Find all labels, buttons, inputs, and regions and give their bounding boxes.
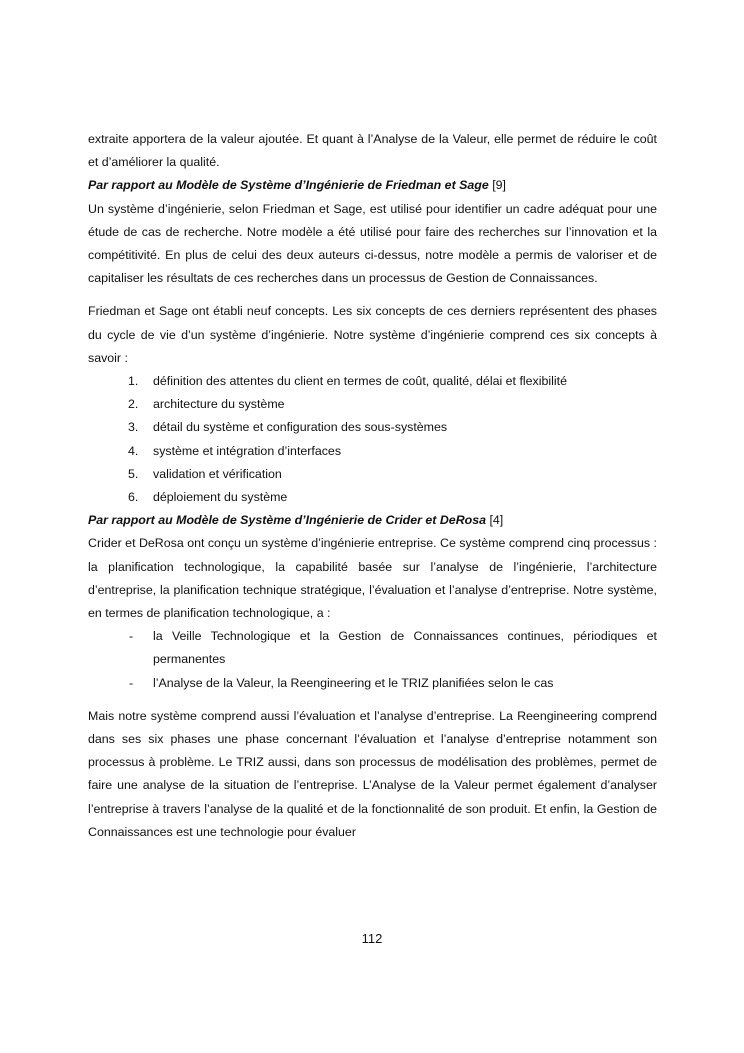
list-item [88,393,657,416]
intro-paragraph: extraite apportera de la valeur ajoutée. Et quant à l’Analyse de la Valeur, elle permet de réduire le coût et d’améliorer la qualité. [88,132,657,170]
list-item [88,416,657,439]
list-item-number: 1. [128,374,139,389]
list-item [88,463,657,486]
paragraph-crider-1: Crider et DeRosa ont conçu un système d’ingénierie entreprise. Ce système comprend cinq processus : la planification technologique, la capabilité basée sur l’analyse de l’ingénierie, l’architecture d’entreprise, la planification technique stratégique, l’évaluation et l’analyse d’entreprise. Notre système, en termes de planification technologique, a : [88,536,657,621]
paragraph-crider-2: Mais notre système comprend aussi l’évaluation et l’analyse d’entreprise. La Reengineering comprend dans ses six phases une phase concernant l’évaluation et l’analyse d’entreprise notamment son processus à problème. Le TRIZ aussi, dans son processus de modélisation des problèmes, permet de faire une analyse de la situation de l’entreprise. L’Analyse de la Valeur permet également d’analyser l’entreprise à travers l’analyse de la qualité et de la fonctionnalité de son produit. Et enfin, la Gestion de Connaissances est une technologie pour évaluer [88,708,657,839]
citation-reference: [9] [492,178,506,193]
section-heading-title: Par rapport au Modèle de Système d’Ingénierie de Crider et DeRosa [88,513,486,528]
section-heading-title: Par rapport au Modèle de Système d’Ingénierie de Friedman et Sage [88,178,489,193]
list-item-dash: - [129,675,134,690]
section-heading-friedman [88,174,657,197]
list-item [88,625,657,671]
list-item-number: 6. [128,490,139,505]
list-item-text: validation et vérification [153,466,282,481]
page-body [88,128,657,844]
concepts-list [88,370,657,509]
citation-reference: [4] [489,513,504,528]
list-item [88,486,657,509]
list-item-number: 3. [128,420,139,435]
list-item-text: déploiement du système [153,490,288,505]
list-item [88,440,657,463]
list-item-number: 4. [128,443,139,458]
list-item-text: détail du système et configuration des sous-systèmes [153,420,448,435]
paragraph-friedman-2: Friedman et Sage ont établi neuf concepts. Les six concepts de ces derniers représentent des phases du cycle de vie d’un système d’ingénierie. Notre système d’ingénierie comprend ces six concepts à savoir : [88,304,657,365]
planning-bullet-list [88,625,657,695]
list-item-dash: - [129,629,134,644]
list-item-text: définition des attentes du client en termes de coût, qualité, délai et flexibilité [153,374,567,389]
list-item-number: 2. [128,397,139,412]
list-item-text: la Veille Technologique et la Gestion de Connaissances continues, périodiques et permanentes [153,629,657,667]
paragraph-friedman-1: Un système d’ingénierie, selon Friedman et Sage, est utilisé pour identifier un cadre adéquat pour une étude de cas de recherche. Notre modèle a été utilisé pour faire des recherches sur l’innovation et la compétitivité. En plus de celui des deux auteurs ci-dessus, notre modèle a permis de valoriser et de capitaliser les résultats de ces recherches dans un processus de Gestion de Connaissances. [88,201,657,286]
list-item [88,672,657,695]
list-item-text: l’Analyse de la Valeur, la Reengineering et le TRIZ planifiées selon le cas [153,675,554,690]
list-item [88,370,657,393]
list-item-text: architecture du système [153,397,285,412]
section-heading-crider [88,509,657,532]
list-item-number: 5. [128,466,139,481]
page-number: 112 [361,931,383,946]
list-item-text: système et intégration d’interfaces [153,443,342,458]
